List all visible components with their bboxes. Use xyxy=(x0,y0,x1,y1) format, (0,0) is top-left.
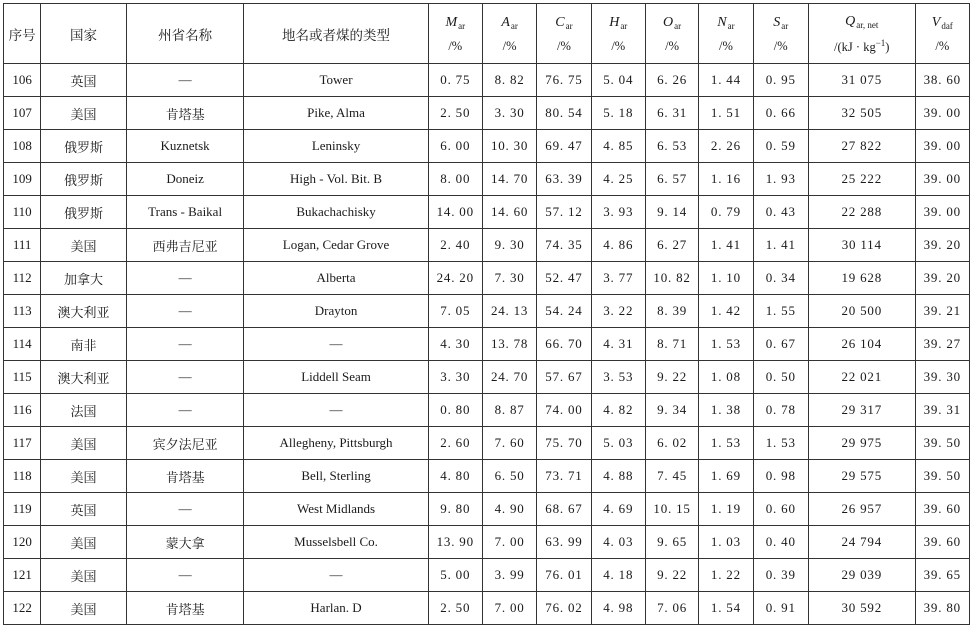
cell-volatile: 39. 80 xyxy=(915,592,969,625)
cell-hydrogen: 3. 53 xyxy=(591,361,645,394)
cell-nitrogen: 1. 53 xyxy=(699,328,753,361)
cell-carbon: 57. 12 xyxy=(537,196,591,229)
cell-country: 英国 xyxy=(41,493,127,526)
cell-hydrogen: 4. 03 xyxy=(591,526,645,559)
cell-place: Allegheny, Pittsburgh xyxy=(244,427,428,460)
cell-index: 110 xyxy=(4,196,41,229)
cell-moisture: 2. 40 xyxy=(428,229,482,262)
cell-country: 俄罗斯 xyxy=(41,130,127,163)
cell-heating-value: 29 975 xyxy=(808,427,915,460)
cell-hydrogen: 4. 98 xyxy=(591,592,645,625)
cell-moisture: 4. 80 xyxy=(428,460,482,493)
header-oxygen xyxy=(645,4,698,64)
table-row xyxy=(4,361,970,394)
cell-state: 肯塔基 xyxy=(126,592,244,625)
cell-state: — xyxy=(126,493,244,526)
header-moisture-unit: /% xyxy=(448,38,463,53)
cell-moisture: 4. 30 xyxy=(428,328,482,361)
cell-oxygen: 6. 27 xyxy=(645,229,698,262)
cell-nitrogen: 1. 38 xyxy=(699,394,753,427)
cell-carbon: 68. 67 xyxy=(537,493,591,526)
cell-place: Drayton xyxy=(244,295,428,328)
header-place: 地名或者煤的类型 xyxy=(244,4,428,64)
cell-country: 俄罗斯 xyxy=(41,163,127,196)
cell-state: — xyxy=(126,559,244,592)
cell-place: — xyxy=(244,559,428,592)
cell-heating-value: 20 500 xyxy=(808,295,915,328)
cell-index: 113 xyxy=(4,295,41,328)
cell-state: — xyxy=(126,394,244,427)
cell-country: 南非 xyxy=(41,328,127,361)
header-sulfur-unit: /% xyxy=(773,38,788,53)
cell-index: 107 xyxy=(4,97,41,130)
cell-ash: 14. 60 xyxy=(482,196,536,229)
cell-heating-value: 26 957 xyxy=(808,493,915,526)
cell-heating-value: 32 505 xyxy=(808,97,915,130)
header-ash-unit: /% xyxy=(502,38,517,53)
header-volatile-unit: /% xyxy=(935,38,950,53)
cell-heating-value: 30 592 xyxy=(808,592,915,625)
cell-ash: 7. 60 xyxy=(482,427,536,460)
header-moisture xyxy=(428,4,482,64)
cell-country: 美国 xyxy=(41,97,127,130)
cell-sulfur: 1. 93 xyxy=(753,163,808,196)
cell-country: 美国 xyxy=(41,526,127,559)
cell-volatile: 39. 65 xyxy=(915,559,969,592)
cell-volatile: 39. 31 xyxy=(915,394,969,427)
cell-volatile: 39. 30 xyxy=(915,361,969,394)
cell-moisture: 3. 30 xyxy=(428,361,482,394)
cell-nitrogen: 1. 22 xyxy=(699,559,753,592)
cell-nitrogen: 1. 44 xyxy=(699,64,753,97)
header-volatile-symbol: V xyxy=(931,14,941,30)
cell-ash: 4. 90 xyxy=(482,493,536,526)
header-hydrogen-sub: ar xyxy=(620,20,628,31)
cell-carbon: 66. 70 xyxy=(537,328,591,361)
cell-state: Kuznetsk xyxy=(126,130,244,163)
cell-volatile: 39. 20 xyxy=(915,229,969,262)
cell-moisture: 9. 80 xyxy=(428,493,482,526)
cell-oxygen: 10. 82 xyxy=(645,262,698,295)
cell-country: 加拿大 xyxy=(41,262,127,295)
cell-oxygen: 7. 06 xyxy=(645,592,698,625)
cell-nitrogen: 1. 03 xyxy=(699,526,753,559)
cell-oxygen: 10. 15 xyxy=(645,493,698,526)
cell-index: 115 xyxy=(4,361,41,394)
cell-nitrogen: 1. 41 xyxy=(699,229,753,262)
cell-ash: 7. 00 xyxy=(482,592,536,625)
header-heating-value xyxy=(808,4,915,64)
cell-place: — xyxy=(244,328,428,361)
cell-state: 肯塔基 xyxy=(126,460,244,493)
cell-hydrogen: 4. 18 xyxy=(591,559,645,592)
header-oxygen-sub: ar xyxy=(674,20,682,31)
cell-country: 美国 xyxy=(41,460,127,493)
cell-state: 西弗吉尼亚 xyxy=(126,229,244,262)
cell-state: Trans - Baikal xyxy=(126,196,244,229)
cell-hydrogen: 3. 22 xyxy=(591,295,645,328)
cell-heating-value: 22 021 xyxy=(808,361,915,394)
cell-nitrogen: 0. 79 xyxy=(699,196,753,229)
header-heating-value-symbol: Q xyxy=(845,13,856,29)
header-hydrogen xyxy=(591,4,645,64)
cell-moisture: 0. 75 xyxy=(428,64,482,97)
cell-moisture: 7. 05 xyxy=(428,295,482,328)
cell-ash: 24. 70 xyxy=(482,361,536,394)
cell-country: 俄罗斯 xyxy=(41,196,127,229)
cell-index: 119 xyxy=(4,493,41,526)
cell-place: Pike, Alma xyxy=(244,97,428,130)
header-sulfur xyxy=(753,4,808,64)
cell-sulfur: 0. 59 xyxy=(753,130,808,163)
cell-nitrogen: 1. 53 xyxy=(699,427,753,460)
table-row xyxy=(4,196,970,229)
cell-sulfur: 1. 53 xyxy=(753,427,808,460)
header-nitrogen-symbol: N xyxy=(717,14,727,30)
cell-sulfur: 0. 39 xyxy=(753,559,808,592)
cell-heating-value: 25 222 xyxy=(808,163,915,196)
cell-nitrogen: 2. 26 xyxy=(699,130,753,163)
cell-carbon: 63. 99 xyxy=(537,526,591,559)
cell-ash: 10. 30 xyxy=(482,130,536,163)
cell-moisture: 24. 20 xyxy=(428,262,482,295)
cell-heating-value: 19 628 xyxy=(808,262,915,295)
cell-volatile: 39. 50 xyxy=(915,427,969,460)
cell-index: 121 xyxy=(4,559,41,592)
header-index: 序号 xyxy=(4,4,41,64)
cell-index: 122 xyxy=(4,592,41,625)
cell-state: — xyxy=(126,64,244,97)
cell-ash: 13. 78 xyxy=(482,328,536,361)
cell-oxygen: 9. 34 xyxy=(645,394,698,427)
cell-ash: 24. 13 xyxy=(482,295,536,328)
cell-place: Tower xyxy=(244,64,428,97)
header-moisture-symbol: M xyxy=(445,14,458,30)
cell-place: Musselsbell Co. xyxy=(244,526,428,559)
cell-state: 宾夕法尼亚 xyxy=(126,427,244,460)
header-oxygen-symbol: O xyxy=(663,14,674,30)
cell-sulfur: 1. 55 xyxy=(753,295,808,328)
cell-state: — xyxy=(126,328,244,361)
cell-oxygen: 6. 57 xyxy=(645,163,698,196)
cell-moisture: 13. 90 xyxy=(428,526,482,559)
header-carbon-unit: /% xyxy=(556,38,571,53)
cell-carbon: 73. 71 xyxy=(537,460,591,493)
cell-sulfur: 0. 40 xyxy=(753,526,808,559)
cell-sulfur: 0. 95 xyxy=(753,64,808,97)
cell-nitrogen: 1. 54 xyxy=(699,592,753,625)
cell-index: 120 xyxy=(4,526,41,559)
cell-ash: 3. 99 xyxy=(482,559,536,592)
table-row xyxy=(4,559,970,592)
cell-moisture: 6. 00 xyxy=(428,130,482,163)
cell-index: 108 xyxy=(4,130,41,163)
cell-heating-value: 31 075 xyxy=(808,64,915,97)
header-ash-sub: ar xyxy=(510,20,518,31)
table-row xyxy=(4,526,970,559)
cell-hydrogen: 4. 88 xyxy=(591,460,645,493)
cell-ash: 8. 82 xyxy=(482,64,536,97)
cell-heating-value: 24 794 xyxy=(808,526,915,559)
cell-volatile: 39. 21 xyxy=(915,295,969,328)
header-heating-value-unit-pre: /(kJ · kg xyxy=(834,39,876,54)
cell-ash: 3. 30 xyxy=(482,97,536,130)
cell-index: 118 xyxy=(4,460,41,493)
cell-hydrogen: 4. 69 xyxy=(591,493,645,526)
cell-index: 112 xyxy=(4,262,41,295)
header-carbon xyxy=(537,4,591,64)
table-row xyxy=(4,328,970,361)
cell-sulfur: 0. 60 xyxy=(753,493,808,526)
cell-heating-value: 29 575 xyxy=(808,460,915,493)
header-nitrogen-sub: ar xyxy=(727,20,735,31)
cell-oxygen: 9. 14 xyxy=(645,196,698,229)
cell-state: 蒙大拿 xyxy=(126,526,244,559)
cell-heating-value: 22 288 xyxy=(808,196,915,229)
cell-oxygen: 9. 22 xyxy=(645,559,698,592)
cell-index: 106 xyxy=(4,64,41,97)
cell-oxygen: 7. 45 xyxy=(645,460,698,493)
header-heating-value-unit xyxy=(809,38,915,55)
cell-oxygen: 6. 53 xyxy=(645,130,698,163)
header-moisture-sub: ar xyxy=(458,20,466,31)
cell-nitrogen: 1. 08 xyxy=(699,361,753,394)
cell-index: 117 xyxy=(4,427,41,460)
cell-country: 英国 xyxy=(41,64,127,97)
table-row xyxy=(4,130,970,163)
cell-carbon: 54. 24 xyxy=(537,295,591,328)
cell-carbon: 74. 00 xyxy=(537,394,591,427)
cell-carbon: 63. 39 xyxy=(537,163,591,196)
cell-nitrogen: 1. 19 xyxy=(699,493,753,526)
cell-volatile: 39. 50 xyxy=(915,460,969,493)
cell-carbon: 76. 02 xyxy=(537,592,591,625)
table-row xyxy=(4,493,970,526)
cell-state: — xyxy=(126,295,244,328)
cell-nitrogen: 1. 69 xyxy=(699,460,753,493)
cell-place: Bell, Sterling xyxy=(244,460,428,493)
cell-sulfur: 0. 91 xyxy=(753,592,808,625)
cell-hydrogen: 5. 18 xyxy=(591,97,645,130)
table-row xyxy=(4,592,970,625)
header-nitrogen-unit: /% xyxy=(718,38,733,53)
cell-moisture: 0. 80 xyxy=(428,394,482,427)
cell-place: West Midlands xyxy=(244,493,428,526)
cell-hydrogen: 5. 03 xyxy=(591,427,645,460)
table-row xyxy=(4,460,970,493)
cell-oxygen: 8. 39 xyxy=(645,295,698,328)
table-row xyxy=(4,64,970,97)
cell-volatile: 39. 00 xyxy=(915,196,969,229)
cell-hydrogen: 3. 77 xyxy=(591,262,645,295)
cell-hydrogen: 4. 86 xyxy=(591,229,645,262)
cell-heating-value: 27 822 xyxy=(808,130,915,163)
cell-ash: 7. 30 xyxy=(482,262,536,295)
header-heating-value-sub: ar, net xyxy=(856,19,879,30)
header-carbon-sub: ar xyxy=(565,20,573,31)
cell-ash: 8. 87 xyxy=(482,394,536,427)
cell-sulfur: 0. 98 xyxy=(753,460,808,493)
cell-moisture: 2. 60 xyxy=(428,427,482,460)
cell-carbon: 76. 01 xyxy=(537,559,591,592)
cell-sulfur: 0. 43 xyxy=(753,196,808,229)
cell-moisture: 2. 50 xyxy=(428,97,482,130)
header-carbon-symbol: C xyxy=(555,14,565,30)
cell-heating-value: 30 114 xyxy=(808,229,915,262)
cell-oxygen: 9. 65 xyxy=(645,526,698,559)
header-oxygen-unit: /% xyxy=(665,38,680,53)
cell-place: Leninsky xyxy=(244,130,428,163)
table-row xyxy=(4,262,970,295)
cell-state: Doneiz xyxy=(126,163,244,196)
cell-sulfur: 0. 78 xyxy=(753,394,808,427)
table-row xyxy=(4,295,970,328)
cell-country: 澳大利亚 xyxy=(41,295,127,328)
cell-heating-value: 26 104 xyxy=(808,328,915,361)
cell-place: High - Vol. Bit. B xyxy=(244,163,428,196)
table-row xyxy=(4,427,970,460)
header-heating-value-unit-post: ) xyxy=(885,39,890,54)
header-state: 州省名称 xyxy=(126,4,244,64)
cell-volatile: 39. 20 xyxy=(915,262,969,295)
cell-state: 肯塔基 xyxy=(126,97,244,130)
cell-carbon: 74. 35 xyxy=(537,229,591,262)
cell-index: 111 xyxy=(4,229,41,262)
cell-sulfur: 1. 41 xyxy=(753,229,808,262)
cell-carbon: 80. 54 xyxy=(537,97,591,130)
cell-moisture: 14. 00 xyxy=(428,196,482,229)
table-row xyxy=(4,394,970,427)
cell-oxygen: 6. 26 xyxy=(645,64,698,97)
header-ash xyxy=(482,4,536,64)
cell-country: 美国 xyxy=(41,559,127,592)
cell-place: Bukachachisky xyxy=(244,196,428,229)
cell-hydrogen: 5. 04 xyxy=(591,64,645,97)
header-row xyxy=(4,4,970,64)
header-sulfur-sub: ar xyxy=(781,20,789,31)
cell-place: Harlan. D xyxy=(244,592,428,625)
header-country: 国家 xyxy=(41,4,127,64)
coal-analysis-table-container xyxy=(3,3,970,625)
header-nitrogen xyxy=(699,4,753,64)
table-row xyxy=(4,229,970,262)
cell-country: 澳大利亚 xyxy=(41,361,127,394)
cell-carbon: 69. 47 xyxy=(537,130,591,163)
cell-volatile: 39. 00 xyxy=(915,163,969,196)
cell-volatile: 39. 60 xyxy=(915,526,969,559)
header-ash-symbol: A xyxy=(501,14,510,30)
cell-oxygen: 9. 22 xyxy=(645,361,698,394)
cell-hydrogen: 4. 82 xyxy=(591,394,645,427)
header-volatile-sub: daf xyxy=(941,20,953,31)
header-sulfur-symbol: S xyxy=(773,14,781,30)
table-row xyxy=(4,97,970,130)
cell-country: 美国 xyxy=(41,427,127,460)
cell-country: 法国 xyxy=(41,394,127,427)
cell-volatile: 39. 27 xyxy=(915,328,969,361)
table-row xyxy=(4,163,970,196)
cell-sulfur: 0. 66 xyxy=(753,97,808,130)
cell-volatile: 39. 00 xyxy=(915,130,969,163)
cell-moisture: 8. 00 xyxy=(428,163,482,196)
cell-state: — xyxy=(126,361,244,394)
cell-ash: 9. 30 xyxy=(482,229,536,262)
cell-index: 116 xyxy=(4,394,41,427)
cell-carbon: 57. 67 xyxy=(537,361,591,394)
cell-volatile: 38. 60 xyxy=(915,64,969,97)
cell-moisture: 2. 50 xyxy=(428,592,482,625)
header-hydrogen-unit: /% xyxy=(611,38,626,53)
cell-nitrogen: 1. 51 xyxy=(699,97,753,130)
cell-nitrogen: 1. 42 xyxy=(699,295,753,328)
cell-place: Alberta xyxy=(244,262,428,295)
header-hydrogen-symbol: H xyxy=(609,14,620,30)
cell-sulfur: 0. 34 xyxy=(753,262,808,295)
cell-oxygen: 8. 71 xyxy=(645,328,698,361)
cell-carbon: 76. 75 xyxy=(537,64,591,97)
coal-analysis-table xyxy=(3,3,970,625)
cell-sulfur: 0. 50 xyxy=(753,361,808,394)
cell-oxygen: 6. 02 xyxy=(645,427,698,460)
cell-volatile: 39. 00 xyxy=(915,97,969,130)
cell-country: 美国 xyxy=(41,229,127,262)
cell-oxygen: 6. 31 xyxy=(645,97,698,130)
cell-place: Liddell Seam xyxy=(244,361,428,394)
cell-moisture: 5. 00 xyxy=(428,559,482,592)
cell-index: 114 xyxy=(4,328,41,361)
cell-state: — xyxy=(126,262,244,295)
cell-ash: 14. 70 xyxy=(482,163,536,196)
cell-hydrogen: 4. 85 xyxy=(591,130,645,163)
cell-hydrogen: 3. 93 xyxy=(591,196,645,229)
header-heating-value-unit-sup: −1 xyxy=(875,37,886,48)
cell-country: 美国 xyxy=(41,592,127,625)
cell-hydrogen: 4. 31 xyxy=(591,328,645,361)
cell-index: 109 xyxy=(4,163,41,196)
cell-carbon: 52. 47 xyxy=(537,262,591,295)
cell-place: Logan, Cedar Grove xyxy=(244,229,428,262)
cell-sulfur: 0. 67 xyxy=(753,328,808,361)
cell-heating-value: 29 317 xyxy=(808,394,915,427)
cell-nitrogen: 1. 16 xyxy=(699,163,753,196)
cell-carbon: 75. 70 xyxy=(537,427,591,460)
cell-place: — xyxy=(244,394,428,427)
cell-heating-value: 29 039 xyxy=(808,559,915,592)
cell-nitrogen: 1. 10 xyxy=(699,262,753,295)
table-body xyxy=(4,64,970,625)
cell-ash: 6. 50 xyxy=(482,460,536,493)
cell-hydrogen: 4. 25 xyxy=(591,163,645,196)
header-volatile xyxy=(915,4,969,64)
cell-ash: 7. 00 xyxy=(482,526,536,559)
cell-volatile: 39. 60 xyxy=(915,493,969,526)
